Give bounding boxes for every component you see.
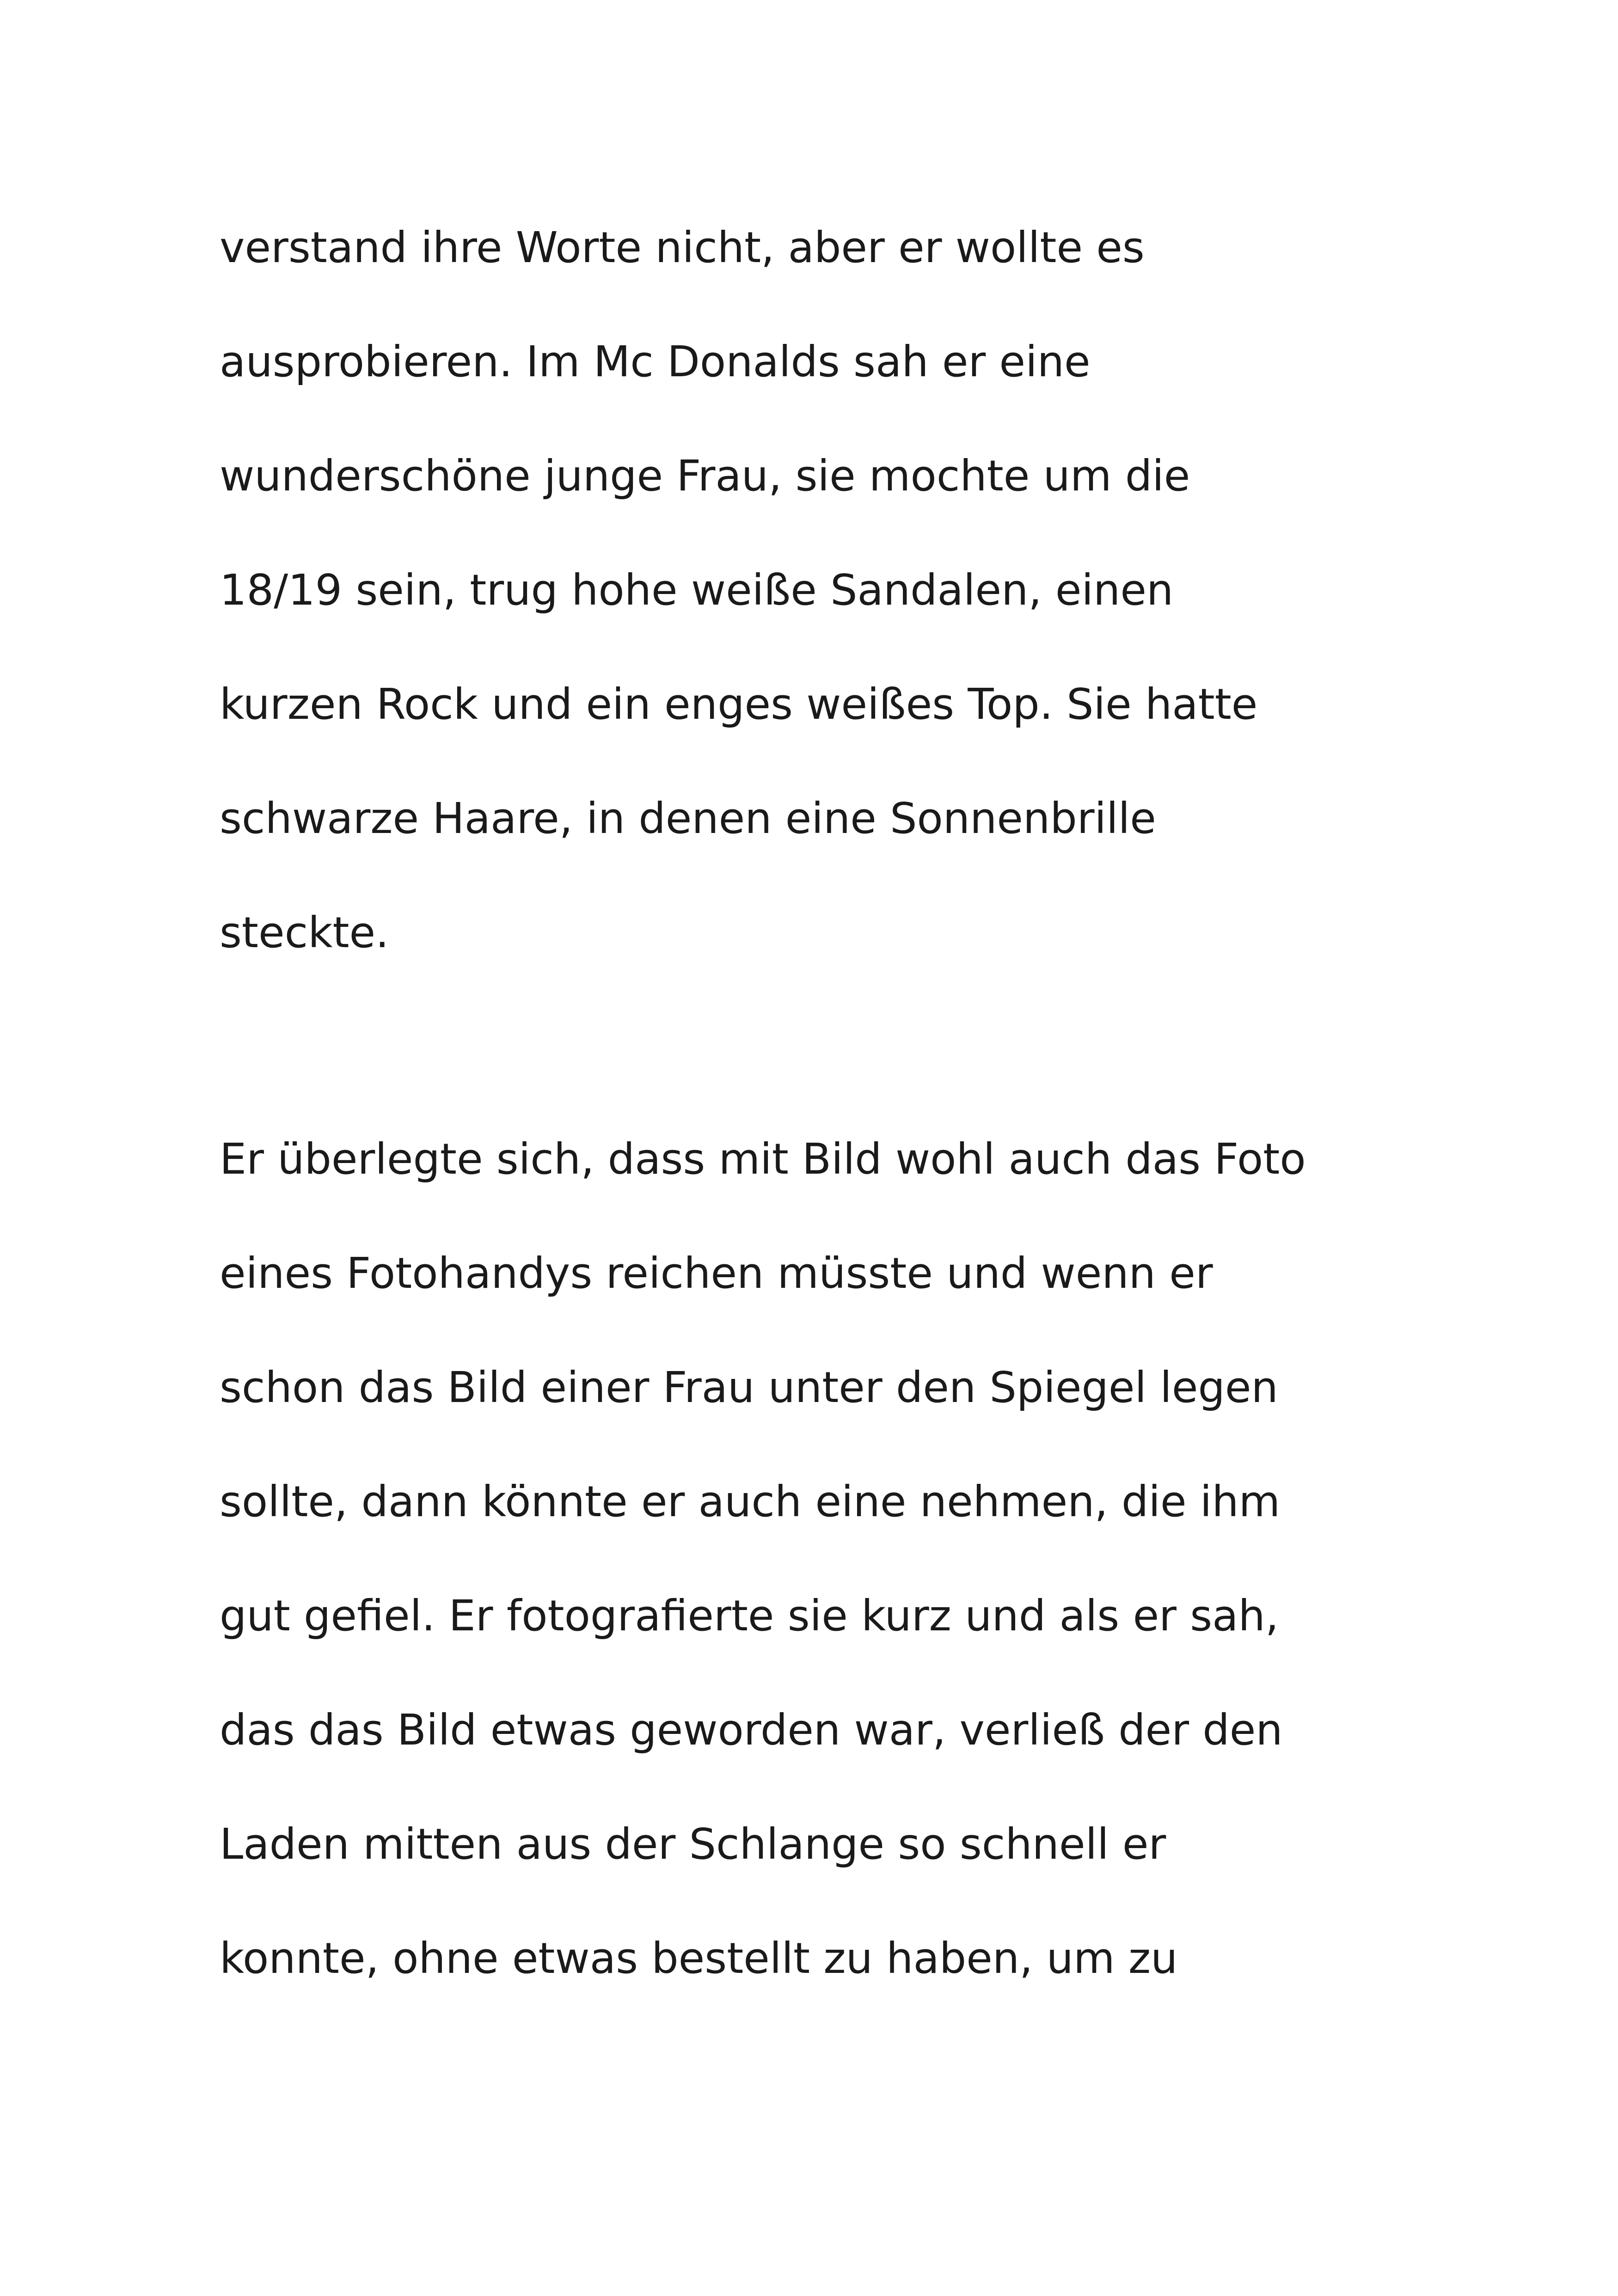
- text-line: wunderschöne junge Frau, sie mochte um die: [220, 451, 1190, 501]
- text-line: gut gefiel. Er fotografierte sie kurz und als er sah,: [220, 1591, 1279, 1641]
- text-line: 18/19 sein, trug hohe weiße Sandalen, einen: [220, 565, 1174, 615]
- text-line: kurzen Rock und ein enges weißes Top. Sie hatte: [220, 680, 1258, 729]
- text-line: schwarze Haare, in denen eine Sonnenbrille: [220, 794, 1156, 843]
- text-line: eines Fotohandys reichen müsste und wenn er: [220, 1249, 1213, 1298]
- text-line: verstand ihre Worte nicht, aber er wollte es: [220, 223, 1145, 272]
- text-line: steckte.: [220, 908, 389, 957]
- text-line: das das Bild etwas geworden war, verließ der den: [220, 1705, 1283, 1755]
- text-line: sollte, dann könnte er auch eine nehmen, die ihm: [220, 1477, 1281, 1526]
- text-line: Laden mitten aus der Schlange so schnell er: [220, 1819, 1166, 1869]
- text-line: konnte, ohne etwas bestellt zu haben, um zu: [220, 1934, 1178, 1983]
- text-line: Er überlegte sich, dass mit Bild wohl auch das Foto: [220, 1134, 1306, 1184]
- text-line: ausprobieren. Im Mc Donalds sah er eine: [220, 337, 1091, 386]
- text-line: schon das Bild einer Frau unter den Spiegel legen: [220, 1363, 1278, 1412]
